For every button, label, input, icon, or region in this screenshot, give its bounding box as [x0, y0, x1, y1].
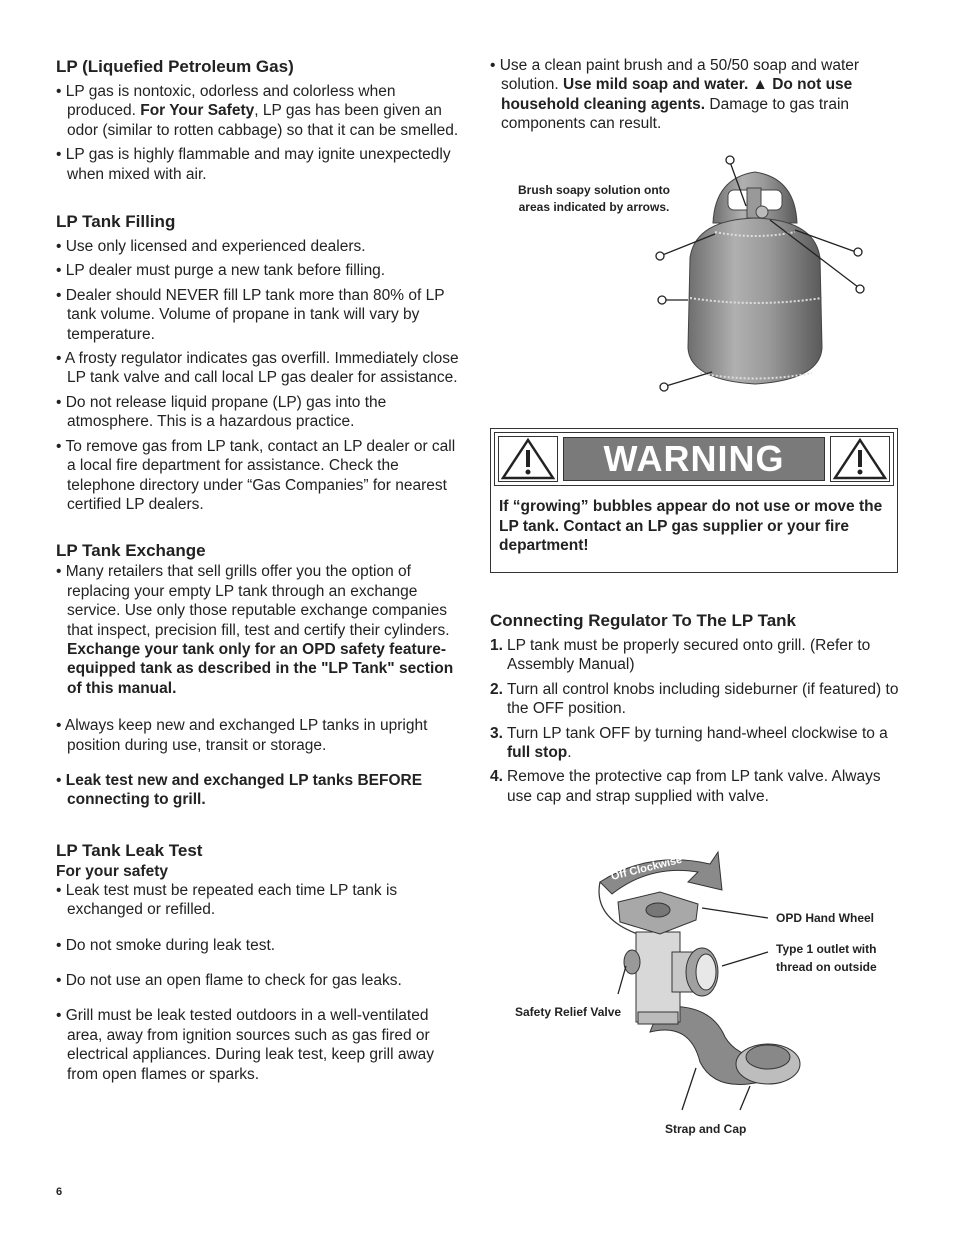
section-heading: LP Tank Filling — [56, 212, 176, 232]
tank-exchange-section — [56, 540, 466, 809]
regulator-section — [490, 610, 900, 811]
step-item: 2. Turn all control knobs including sideburner (if featured) to the OFF position. — [490, 680, 899, 718]
left-column — [56, 56, 466, 1089]
list-item: • Do not release liquid propane (LP) gas into the atmosphere. This is a hazardous practice. — [56, 393, 466, 432]
step-item: 1. LP tank must be properly secured onto grill. (Refer to Assembly Manual) — [490, 637, 871, 674]
list-item: • To remove gas from LP tank, contact an LP dealer or call a local fire department for assistance. Check the telephone directory under “Gas Companies” for nearest certified LP dealers. — [56, 437, 466, 515]
tank-caption-line2: areas indicated by arrows. — [518, 200, 670, 214]
step-item: 4. Remove the protective cap from LP tank valve. Always use cap and strap supplied with valve. — [490, 768, 881, 805]
warning-triangle-icon — [498, 436, 558, 482]
list-item: • Dealer should NEVER fill LP tank more than 80% of LP tank volume. Volume of propane in tank will vary by temperature. — [56, 286, 466, 344]
lp-gas-section — [56, 56, 466, 184]
tank-caption-line1: Brush soapy solution onto — [518, 183, 670, 197]
outlet-label-line2: thread on outside — [776, 960, 877, 974]
list-item: • Do not use an open flame to check for gas leaks. — [56, 971, 466, 990]
list-item: • Leak test must be repeated each time LP tank is exchanged or refilled. — [56, 881, 466, 920]
tank-filling-section — [56, 211, 466, 514]
propane-tank-illustration — [500, 148, 900, 398]
list-item: • Leak test new and exchanged LP tanks BEFORE connecting to grill. — [56, 771, 466, 810]
list-item: • LP gas is nontoxic, odorless and colorless when produced. For Your Safety, LP gas has been given an odor (similar to rotten cabbage) so that it can be smelled. — [56, 82, 466, 140]
safety-relief-valve-label: Safety Relief Valve — [515, 1005, 622, 1019]
section-heading: LP Tank Exchange — [56, 541, 206, 561]
list-item: • Use only licensed and experienced dealers. — [56, 237, 466, 256]
section-heading: LP Tank Leak Test — [56, 840, 203, 860]
warning-text: If “growing” bubbles appear do not use or move the LP tank. Contact an LP gas supplier or your fire department! — [499, 498, 883, 554]
section-heading: Connecting Regulator To The LP Tank — [490, 611, 797, 630]
off-clockwise-label: Off Clockwise — [609, 853, 684, 883]
subheading: For your safety — [56, 862, 168, 880]
page-number: 6 — [56, 1186, 63, 1198]
list-item: • Do not smoke during leak test. — [56, 936, 466, 955]
list-item: • Many retailers that sell grills offer you the option of replacing your empty LP tank through an exchange service. Use only those reputable exchange companies that inspect, precision fill, test and certify their cylinders. Exchange your tank only for an OPD safety feature-equipped tank as described in the "LP Tank" section of this manual. — [56, 562, 466, 698]
list-item: • LP gas is highly flammable and may ignite unexpectedly when mixed with air. — [56, 145, 466, 184]
list-item: • A frosty regulator indicates gas overfill. Immediately close LP tank valve and call local LP gas dealer for assistance. — [56, 349, 466, 388]
list-item: • Use a clean paint brush and a 50/50 soap and water solution. Use mild soap and water. ▲ Do not use household cleaning agents. Damage to gas train components can result. — [490, 56, 900, 134]
opd-hand-wheel-label: OPD Hand Wheel — [776, 911, 875, 925]
outlet-label-line1: Type 1 outlet with — [776, 942, 877, 956]
leak-test-section — [56, 840, 466, 1084]
step-item: 3. Turn LP tank OFF by turning hand-wheel clockwise to a full stop. — [490, 724, 888, 762]
valve-illustration — [500, 842, 900, 1142]
warning-header — [494, 432, 894, 486]
list-item: • Always keep new and exchanged LP tanks in upright position during use, transit or storage. — [56, 716, 466, 755]
warning-title: WARNING — [563, 437, 825, 481]
list-item: • LP dealer must purge a new tank before filling. — [56, 261, 466, 280]
warning-box — [490, 428, 898, 573]
list-item: • Grill must be leak tested outdoors in a well-ventilated area, away from ignition sources such as gas fired or electrical appliances. During leak test, keep grill away from open flames or sparks. — [56, 1006, 466, 1084]
warning-triangle-icon — [830, 436, 890, 482]
section-heading: LP (Liquefied Petroleum Gas) — [56, 57, 294, 76]
strap-and-cap-label: Strap and Cap — [665, 1122, 747, 1136]
right-column — [490, 56, 900, 139]
